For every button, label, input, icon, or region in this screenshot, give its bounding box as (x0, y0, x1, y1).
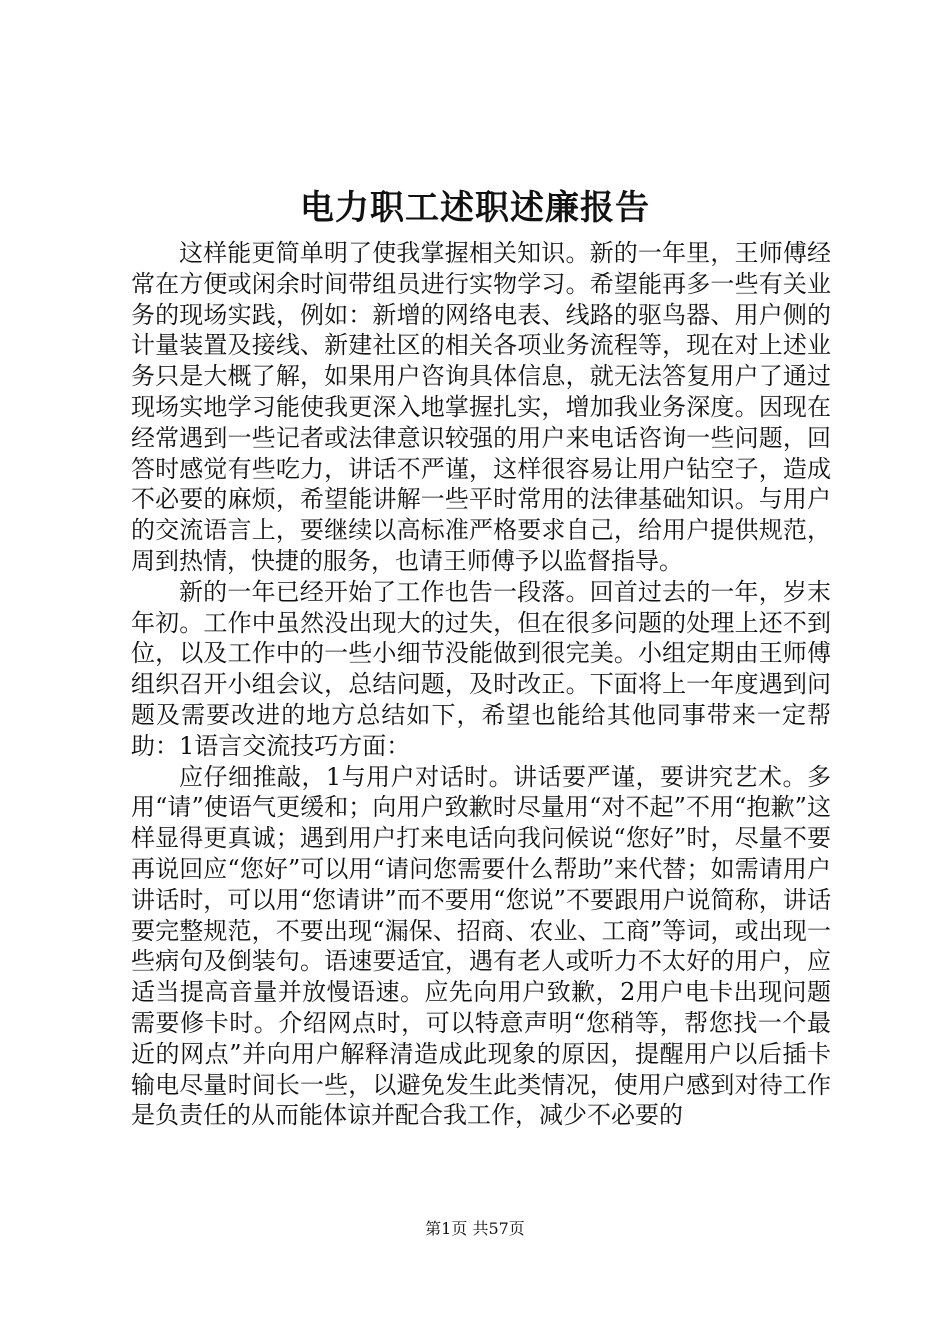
page-footer: 第1页 共57页 (425, 1219, 525, 1238)
document-body (131, 238, 831, 1131)
paragraph-3: 应仔细推敲，1与用户对话时。讲话要严谨，要讲究艺术。多用“请”使语气更缓和；向用户致歉时尽量用“对不起”不用“抱歉”这样显得更真诚；遇到用户打来电话向我问候说“您好”时，尽量不要再说回应“您好”可以用“请问您需要什么帮助”来代替；如需请用户讲话时，可以用“您请讲”而不要用“您说”不要跟用户说简称，讲话要完整规范，不要出现“漏保、招商、农业、工商”等词，或出现一些病句及倒装句。语速要适宜，遇有老人或听力不太好的用户，应适当提高音量并放慢语速。应先向用户致歉，2用户电卡出现问题需要修卡时。介绍网点时，可以特意声明“您稍等，帮您找一个最近的网点”并向用户解释清造成此现象的原因，提醒用户以后插卡输电尽量时间长一些，以避免发生此类情况，使用户感到对待工作是负责任的从而能体谅并配合我工作，减少不必要的 (131, 762, 831, 1130)
document-title: 电力职工述职述廉报告 (300, 188, 650, 228)
paragraph-2: 新的一年已经开始了工作也告一段落。回首过去的一年，岁末年初。工作中虽然没出现大的过失，但在很多问题的处理上还不到位，以及工作中的一些小细节没能做到很完美。小组定期由王师傅组织召开小组会议，总结问题，及时改正。下面将上一年度遇到问题及需要改进的地方总结如下，希望也能给其他同事带来一定帮助：1语言交流技巧方面： (131, 577, 831, 760)
paragraph-1: 这样能更简单明了使我掌握相关知识。新的一年里，王师傅经常在方便或闲余时间带组员进行实物学习。希望能再多一些有关业务的现场实践，例如：新增的网络电表、线路的驱鸟器、用户侧的计量装置及接线、新建社区的相关各项业务流程等，现在对上述业务只是大概了解，如果用户咨询具体信息，就无法答复用户了通过现场实地学习能使我更深入地掌握扎实，增加我业务深度。因现在经常遇到一些记者或法律意识较强的用户来电话咨询一些问题，回答时感觉有些吃力，讲话不严谨，这样很容易让用户钻空子，造成不必要的麻烦，希望能讲解一些平时常用的法律基础知识。与用户的交流语言上，要继续以高标准严格要求自己，给用户提供规范，周到热情，快捷的服务，也请王师傅予以监督指导。 (131, 239, 831, 575)
